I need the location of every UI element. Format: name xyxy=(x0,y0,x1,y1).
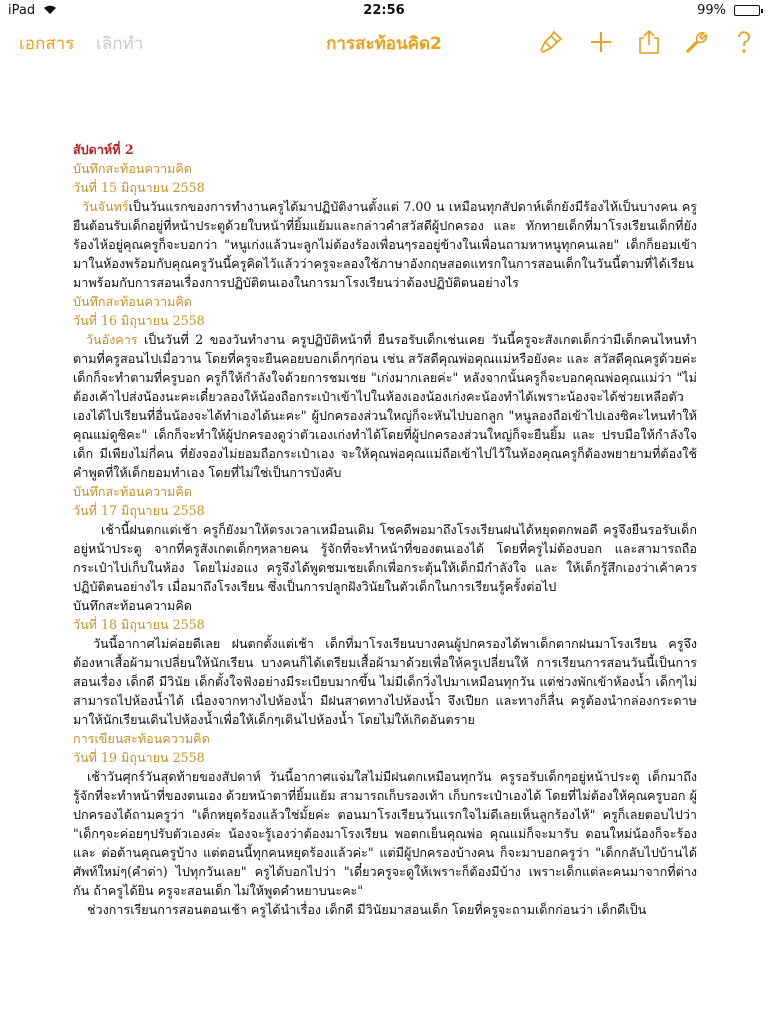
entry-text: วันนี้อากาศไม่ค่อยดีเลย ฝนตกตั้งแต่เช้า เด็กที่มาโรงเรียนบางคนผู้ปกครองได้พาเด็กตากฝนมาโรงเรียน ครูจึงต้องหาเสื้อผ้ามาเปลี่ยนให้นักเรียน บางคนก็ได้เตรียมเสื้อผ้ามาด้วยเพื่อให้ครูเปลี่ยนให้ การเรียนการสอนวันนี้เป็นการสอนเรื่อง เด็กดี มีวินัย เด็กตั้งใจฟังอย่างมีระเบียบมากขึ้น ไม่มีเด็กวิ่งไปมาเหมือนทุกวัน แต่ช่วงพักเข้าห้องน้ำ เด็กๆไม่สามารถไปห้องน้ำได้ เนื่องจากทางไปห้องน้ำ มีฝนสาดทางไปห้องน้ำ จึงเปียก และทางก็ลื่น ครูต้องนำกล่องกระดาษมาให้นักเรียนเดินไปห้องน้ำเพื่อให้เด็กๆเดินไปห้องน้ำ โดยไม่ให้เกิดอันตราย xyxy=(73,636,697,727)
week-heading: สัปดาห์ที่ 2 xyxy=(73,142,134,157)
battery-icon xyxy=(734,5,760,16)
brush-icon[interactable] xyxy=(537,28,565,56)
entry-text: เช้าวันศุกร์วันสุดท้ายของสัปดาห์ วันนี้อากาศแจ่มใสไม่มีฝนตกเหมือนทุกวัน ครูรอรับเด็กๆอยู่หน้าประตู เด็กมาถึงรู้จักที่จะทำหน้าที่ของตนเอง ด้วยหน้าตาที่ยิ้มแย้ม สามารถเก็บรองเท้า เก็บกระเป๋าเองได้ โดยที่ไม่ต้องให้คุณครูบอก ผู้ปกครองได้ถามครูว่า "เด็กหยุดร้องแล้วใช่มั้ยค่ะ ตอนมาโรงเรียนวันแรกใจไม่ดีเลยเห็นลูกร้องไห้" ครูก็เลยตอบไปว่า "เด็กๆจะค่อยๆปรับตัวเองค่ะ น้องจะรู้เองว่าต้องมาโรงเรียน พอตกเย็นคุณพ่อ คุณแม่ก็จะมารับ ตอนใหม่น้องก็จะร้อง และ ต่อต้านคุณครูบ้าง แต่ตอนนี้ทุกคนหยุดร้องแล้วค่ะ" แต่มีผู้ปกครองบ้างคน ก็จะมาบอกครูว่า "เด็กกลับไปบ้านได้ศัพท์ใหม่ๆ(คำด่า) ไปทุกวันเลย" ครูได้บอกไปว่า "เดี๋ยวครูจะดูให้เพราะก็ต้องมีบ้าง เพราะเด็กแต่ละคนมาจากที่ต่างกัน ถ้าครูได้ยิน ครูจะสอนเด็ก ไม่ให้พูดคำหยาบนะคะ" xyxy=(73,769,697,898)
toolbar xyxy=(0,20,768,64)
entry-date: วันที่ 17 มิถุนายน 2558 xyxy=(73,503,205,518)
entry-date: วันที่ 18 มิถุนายน 2558 xyxy=(73,617,205,632)
battery-percent: 99% xyxy=(697,3,726,18)
plus-icon[interactable] xyxy=(587,28,615,56)
entry-title: บันทึกสะท้อนความคิด xyxy=(73,484,192,499)
entry-text xyxy=(73,197,697,292)
documents-button[interactable]: เอกสาร xyxy=(19,34,75,54)
entry-date: วันที่ 15 มิถุนายน 2558 xyxy=(73,180,205,195)
help-icon[interactable] xyxy=(730,28,758,56)
undo-button[interactable]: เลิกทำ xyxy=(96,34,144,54)
entry-title: บันทึกสะท้อนความคิด xyxy=(73,161,192,176)
entry-date: วันที่ 19 มิถุนายน 2558 xyxy=(73,750,205,765)
document-body[interactable] xyxy=(73,140,697,919)
entry-text xyxy=(73,330,697,482)
entry-title: การเขียนสะท้อนความคิด xyxy=(73,731,210,746)
clock: 22:56 xyxy=(363,3,405,18)
wrench-icon[interactable] xyxy=(682,28,710,56)
share-icon[interactable] xyxy=(635,28,663,56)
entry-date: วันที่ 16 มิถุนายน 2558 xyxy=(73,313,205,328)
carrier-label: iPad xyxy=(8,3,36,18)
entry-text-body: เป็นวันที่ 2 ของวันทำงาน ครูปฏิบัติหน้าที่ ยืนรอรับเด็กเช่นเคย วันนี้ครูจะสังเกตเด็กว่ามีเด็กคนไหนทำตามที่ครูสอนไปเมื่อวาน โดยที่ครูจะยืนคอยบอกเด็กๆก่อน เช่น สวัสดีคุณพ่อคุณแม่หรือยังคะ และ สวัสดีคุณครูด้วยค่ะเด็กก็จะทำตามที่ครูบอก ครูก็ให้กำลังใจด้วยการชมเชย "เก่งมากเลยค่ะ" หลังจากนั้นครูก็จะบอกคุณพ่อคุณแม่ว่า "ไม่ต้องเค้าไปส่งน้องนะคะเดี๋ยวลองให้น้องถือกระเป๋าเข้าไปในห้องเองน้องเก่งคะน้องทำได้เพราะน้องจะได้ช่วยเหลือตัวเองได้ไปเรียนที่อื่นน้องจะได้ทำเองได้นะคะ" ผู้ปกครองส่วนใหญ่ก็จะหันไปบอกลูก "หนูลองถือเข้าไปเองซิคะไหนทำให้คุณแม่ดูซิคะ" เด็กก็จะทำให้ผู้ปกครองดูว่าตัวเองเก่งทำได้โดยที่ผู้ปกครองส่วนใหญ่ก็จะยืนยิ้ม และ ปรบมือให้กำลังใจเด็ก มีเพียงไม่กี่คน ที่ยังจองไม่ยอมถือกระเป๋าเอง จะให้คุณพ่อคุณแม่ถือเข้าไปไว้ในห้องคุณครูก็ต้องพยายามที่ต้องใช้คำพูดที่ให้เด็กยอมทำเอง โดยที่ไม่ใช่เป็นการบังคับ xyxy=(73,332,697,480)
day-name: วันจันทร์ xyxy=(81,199,129,214)
entry-text-body: เป็นวันแรกของการทำงานครูได้มาปฏิบัติงานตั้งแต่ 7.00 น เหมือนทุกสัปดาห์เด็กยังมีร้องไห้เป็นบางคน ครูยืนต้อนรับเด็กอยู่ที่หน้าประตูด้วยใบหน้าที่ยิ้มแย้มและกล่าวคำสวัสดีผู้ปกครอง และ ทักทายเด็กที่มาโรงเรียนเด็กที่ยังร้องไห้อยู่คุณครูก็จะบอกว่า "หนูเก่งแล้วนะลูกไม่ต้องร้องเพื่อนๆรออยู่ข้างในเพื่อนถามหาหนูทุกคนเลย" เด็กก็ยอมเข้ามาในห้องพร้อมกับคุณครูวันนี้ครูคิดไว้แล้วว่าครูจะลองใช้ภาษาอังกฤษสอดแทรกในการสอนเด็กในวันนี้ตามที่ได้เรียนมาพร้อมกับการสอนเรื่องการปฏิบัติตนเองในการมาโรงเรียนว่าต้องปฏิบัติตนอย่างไร xyxy=(73,199,698,290)
entry-text: เช้านี้ฝนตกแต่เช้า ครูก็ยังมาให้ตรงเวลาเหมือนเดิม โชคดีพอมาถึงโรงเรียนฝนได้หยุดตกพอดี ครูจึงยืนรอรับเด็กอยู่หน้าประตู จากที่ครูสังเกตเด็กๆหลายคน รู้จักที่จะทำหน้าที่ของตนเองได้ โดยที่ครูไม่ต้องบอก และสามารถถือกระเป๋าไปเก็บในห้อง โดยไม่งอแง ครูจึงได้พูดชมเชยเด็กเพื่อกระตุ้นให้เด็กมีกำลังใจ และ ให้เด็กรู้สึกเองว่าเค้าควรปฏิบัติตนอย่างไร เมื่อมาถึงโรงเรียน ซึ่งเป็นการปลูกฝังวินัยในตัวเด็กในการเรียนรู้ครั้งต่อไป xyxy=(73,522,697,594)
entry-title: บันทึกสะท้อนความคิด xyxy=(73,294,192,309)
day-name: วันอังคาร xyxy=(85,332,138,347)
status-bar xyxy=(0,0,768,20)
entry-text: ช่วงการเรียนการสอนตอนเช้า ครูได้นำเรื่อง เด็กดี มีวินัยมาสอนเด็ก โดยที่ครูจะถามเด็กก่อนว่า เด็กดีเป็น xyxy=(87,902,647,917)
entry-footer: บันทึกสะท้อนความคิด xyxy=(73,598,192,613)
document-title[interactable]: การสะท้อนคิด2 xyxy=(326,34,442,54)
